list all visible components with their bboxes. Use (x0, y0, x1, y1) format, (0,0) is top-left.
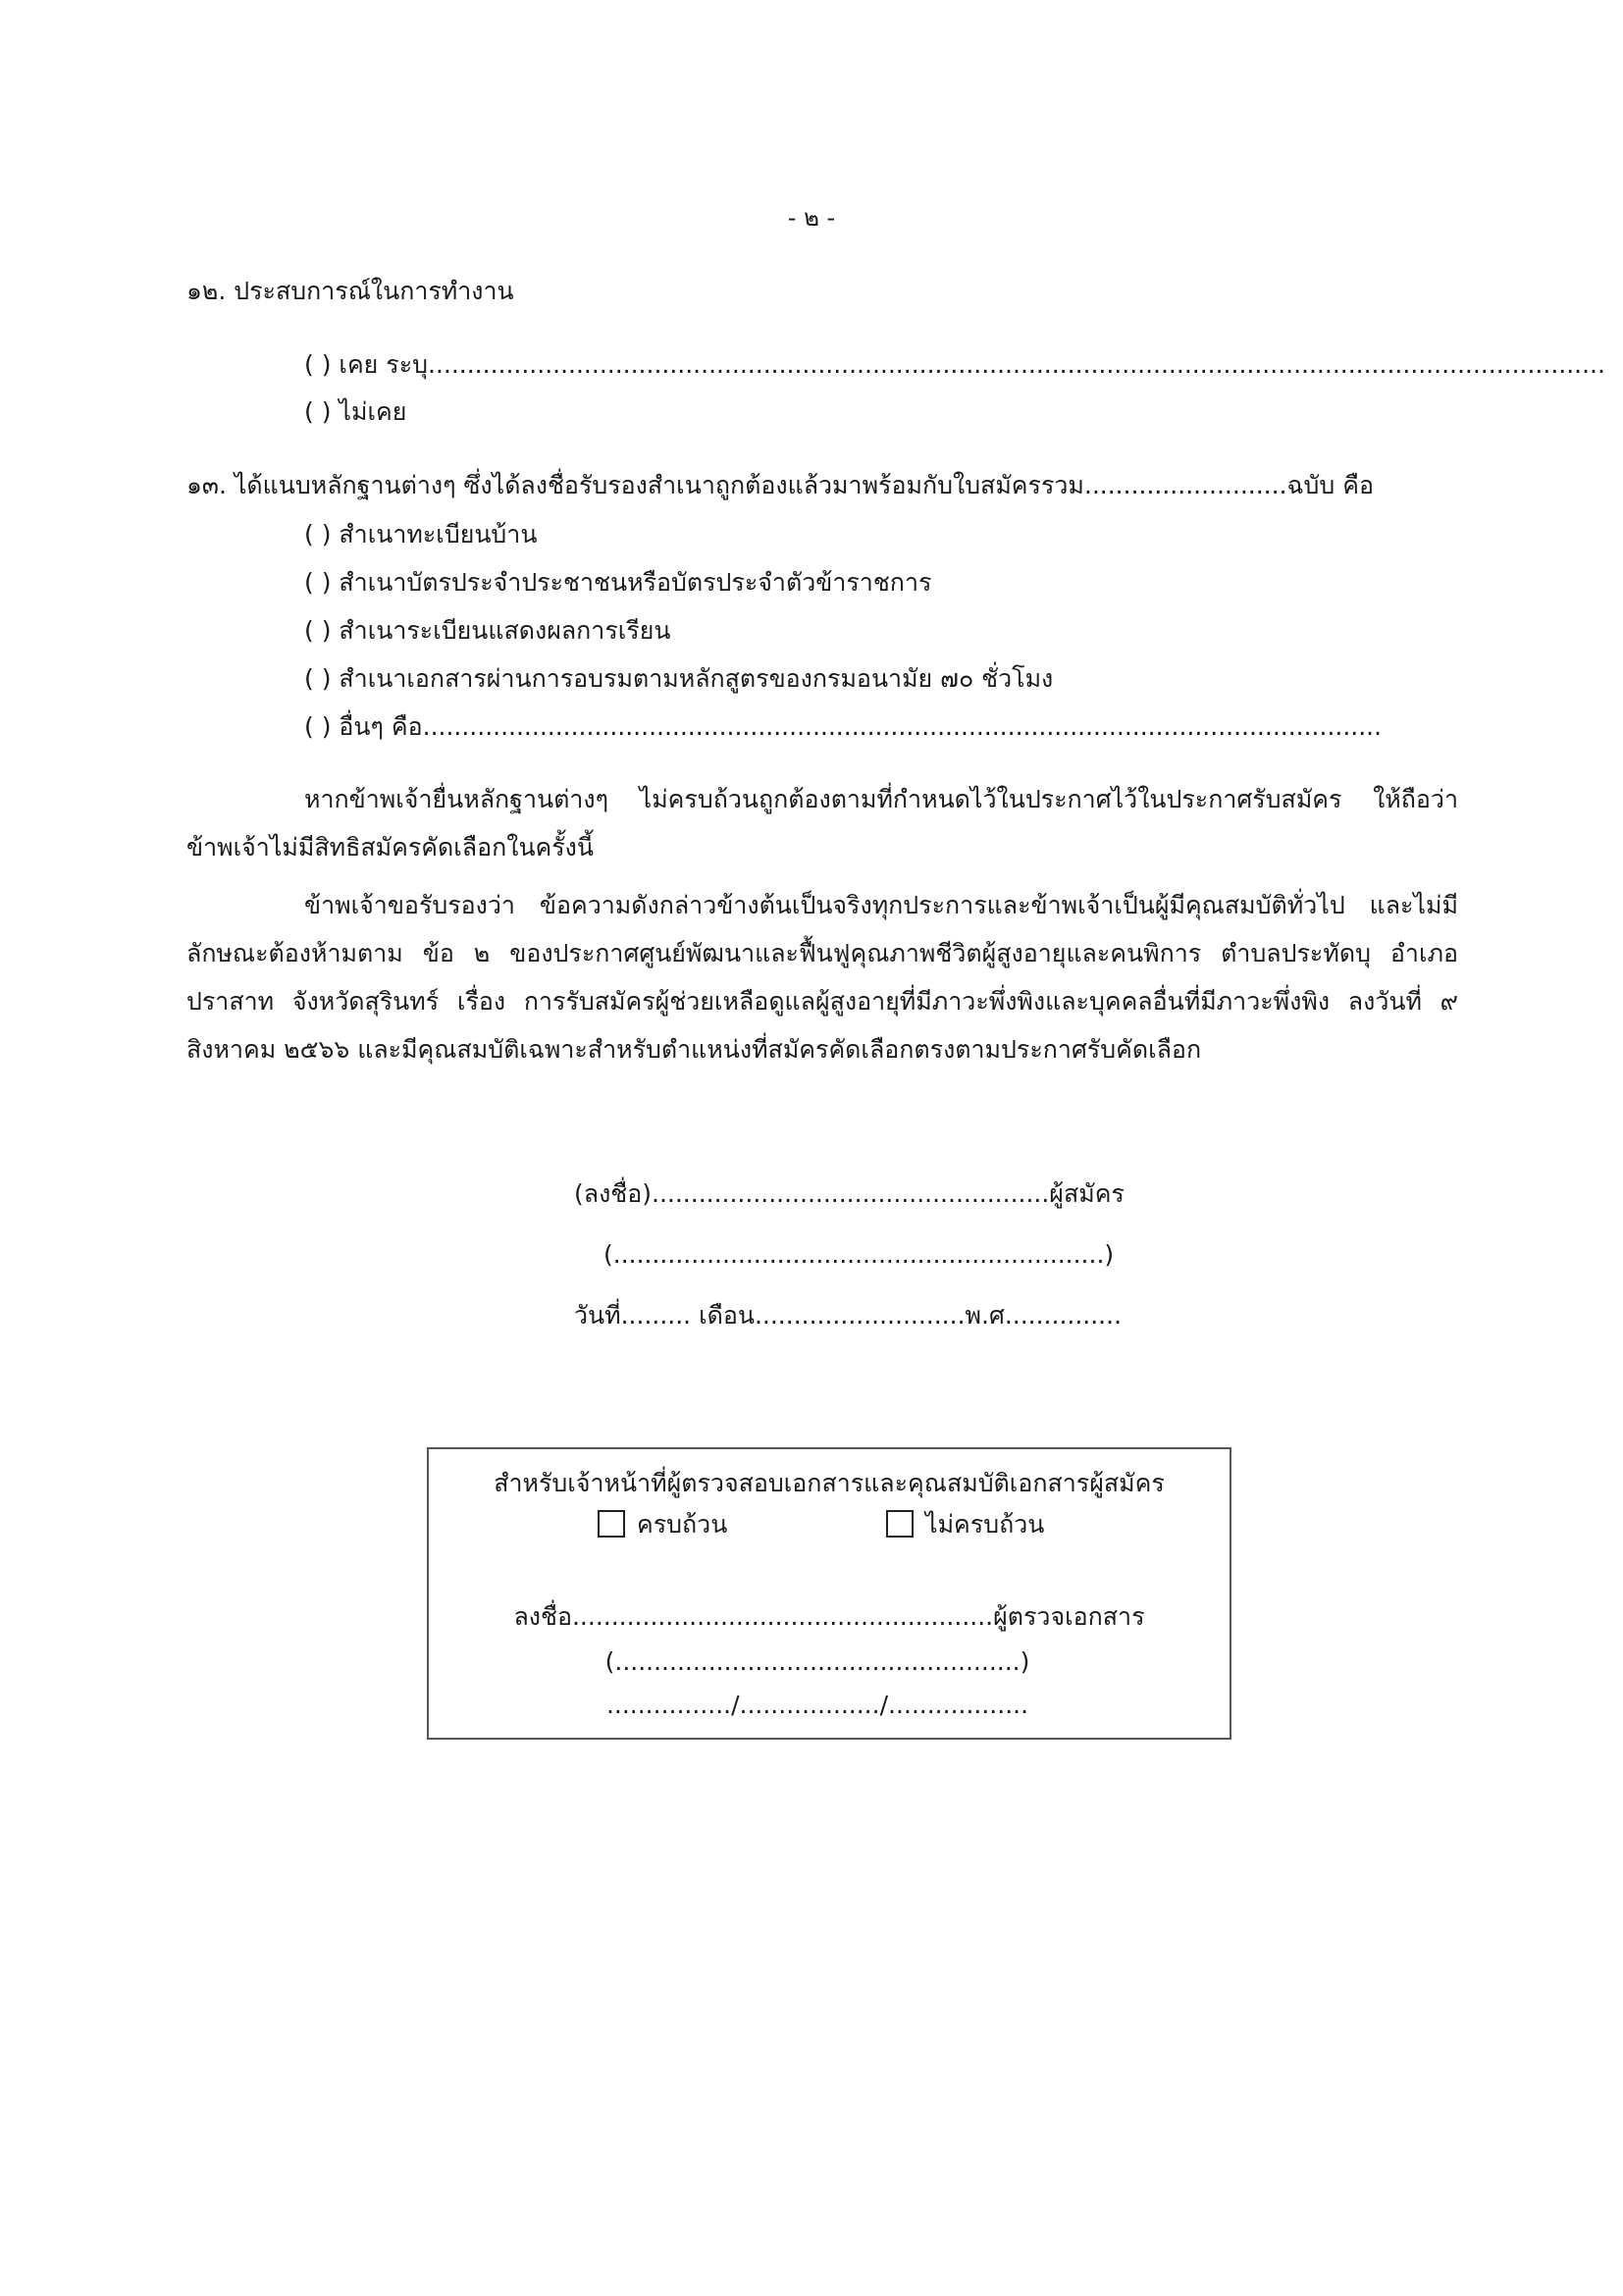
page-number: - ๒ - (787, 204, 836, 232)
incomplete-evidence-text: หากข้าพเจ้ายื่นหลักฐานต่างๆ ไม่ครบถ้วนถูกต้องตามที่กำหนดไว้ในประกาศไว้ในประกาศรับสมัคร ให้ถือว่าข้าพเจ้าไม่มีสิทธิสมัครคัดเลือกในครั้งนี้ (186, 785, 1458, 861)
section-13-heading: ๑๓. ได้แนบหลักฐานต่างๆ ซึ่งได้ลงชื่อรับรองสำเนาถูกต้องแล้วมาพร้อมกับใบสมัครรวม..........................ฉบับ คือ (186, 471, 1374, 499)
section-13-option-house-registration: ( ) สำเนาทะเบียนบ้าน (304, 520, 538, 548)
applicant-signature-line: (ลงชื่อ)...................................................ผู้สมัคร (574, 1179, 1125, 1208)
section-13-option-training-certificate: ( ) สำเนาเอกสารผ่านการอบรมตามหลักสูตรของกรมอนามัย ๗๐ ชั่วโมง (304, 664, 1054, 693)
section-12-heading: ๑๒. ประสบการณ์ในการทำงาน (186, 277, 514, 305)
section-13-option-id-card: ( ) สำเนาบัตรประจำประชาชนหรือบัตรประจำตัวข้าราชการ (304, 568, 932, 597)
incomplete-evidence-paragraph (186, 775, 1458, 871)
section-12-option-worked: ( ) เคย ระบุ....................................................................................................................................................... (304, 350, 1605, 379)
complete-label: ครบถ้วน (637, 1510, 728, 1539)
incomplete-checkbox[interactable] (886, 1510, 914, 1538)
section-12-option-never: ( ) ไม่เคย (304, 397, 407, 426)
officer-name-line: (....................................................) (604, 1647, 1030, 1676)
applicant-date-line: วันที่......... เดือน...........................พ.ศ............... (574, 1301, 1123, 1330)
officer-box-title: สำหรับเจ้าหน้าที่ผู้ตรวจสอบเอกสารและคุณสมบัติเอกสารผู้สมัคร (494, 1469, 1165, 1497)
certification-paragraph (186, 881, 1458, 1073)
officer-signature-line: ลงชื่อ......................................................ผู้ตรวจเอกสาร (513, 1602, 1145, 1631)
section-13-option-other: ( ) อื่นๆ คือ........................................................................................................................... (304, 712, 1383, 741)
certification-text: ข้าพเจ้าขอรับรองว่า ข้อความดังกล่าวข้างต้นเป็นจริงทุกประการและข้าพเจ้าเป็นผู้มีคุณสมบัติทั่วไป และไม่มีลักษณะต้องห้ามตาม ข้อ ๒ ของประกาศศูนย์พัฒนาและฟื้นฟูคุณภาพชีวิตผู้สูงอายุและคนพิการ ตำบลประทัดบุ อำเภอปราสาท จังหวัดสุรินทร์ เรื่อง การรับสมัครผู้ช่วยเหลือดูแลผู้สูงอายุที่มีภาวะพึ่งพิงและบุคคลอื่นที่มีภาวะพึ่งพิง ลงวันที่ ๙ สิงหาคม ๒๕๖๖ และมีคุณสมบัติเฉพาะสำหรับตำแหน่งที่สมัครคัดเลือกตรงตามประกาศรับคัดเลือก (186, 891, 1458, 1064)
officer-date-line: ................/................../.................. (605, 1691, 1029, 1719)
officer-verification-box (427, 1447, 1231, 1740)
incomplete-label: ไม่ครบถ้วน (925, 1510, 1045, 1539)
section-13-option-transcript: ( ) สำเนาระเบียนแสดงผลการเรียน (304, 616, 671, 645)
applicant-name-line: (...............................................................) (603, 1240, 1115, 1269)
incomplete-option[interactable] (886, 1508, 1044, 1541)
complete-option[interactable] (598, 1508, 727, 1541)
complete-checkbox[interactable] (598, 1510, 625, 1538)
